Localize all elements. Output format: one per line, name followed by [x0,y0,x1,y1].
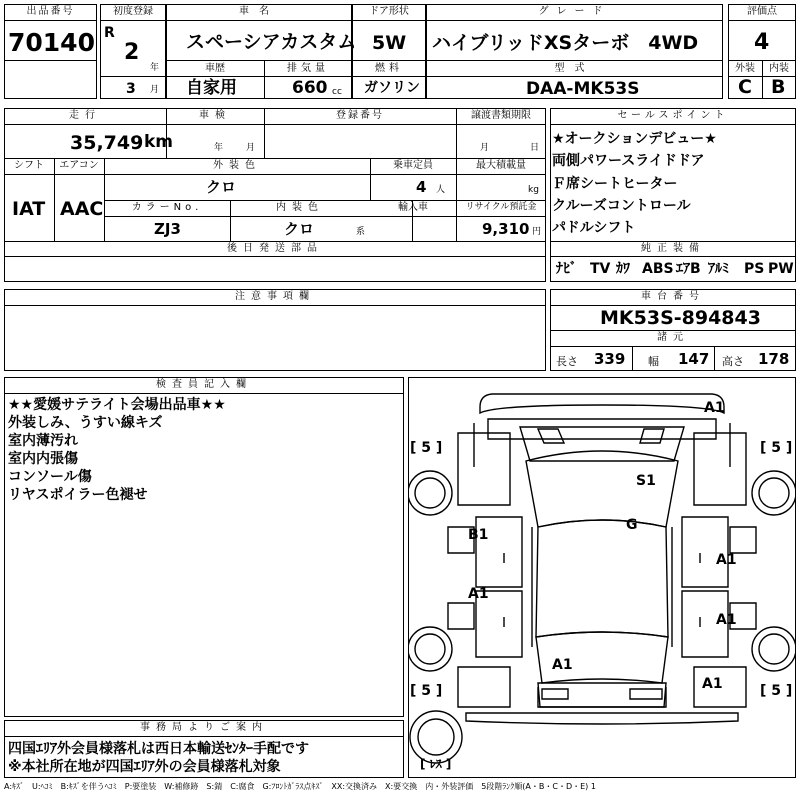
dimensions-label: 諸元 [657,332,689,343]
score-label: 評価点 [747,6,777,17]
first-reg-month: 3 [126,81,136,97]
exterior-color-label: 外装色 [213,160,261,171]
rear-bumper [466,713,738,724]
equipment-ps: PS [744,261,765,277]
tire-rear-right: [ 5 ] [760,683,793,699]
inspection-label: 車検 [199,110,231,121]
capacity-label: 乗車定員 [393,160,433,171]
import-label: 輸入車 [398,202,428,213]
front-right-fender [694,433,746,505]
interior-color-label: 内装色 [276,202,324,213]
front-left-fender [458,433,510,505]
history-label: 車歴 [205,63,225,74]
office-label: 事務局よりご案内 [140,722,268,733]
tire-front-left: [ 5 ] [410,440,443,456]
damage-mark-right-front-door: A1 [716,552,737,568]
inspector-note-5: コンソール傷 [8,469,92,485]
exterior-score: C [738,76,752,98]
max-load-label: 最大積載量 [476,160,526,171]
sales-points-label: セールスポイント [617,110,729,121]
mileage-unit: km [144,132,174,152]
front-bumper [480,394,725,416]
damage-mark-right-rear-door: A1 [716,612,737,628]
caution-label: 注意事項欄 [235,291,315,302]
tailgate [538,683,666,707]
first-reg-year-unit: 年 [150,63,160,73]
car-name-label: 車名 [239,6,279,17]
score: 4 [754,30,770,55]
equipment-tv: TV [590,261,611,277]
width: 147 [678,350,710,368]
recycle-label: リサイクル預託金 [465,202,537,212]
grade: ハイブリッドXSターボ 4WD [432,32,699,54]
door-label: ドア形状 [369,6,409,17]
lot-label: 出品番号 [26,6,75,17]
spare-tire-label: [ ﾚｽ ] [420,757,452,771]
transfer-day-unit: 日 [530,143,540,153]
interior-color: クロ [284,220,315,238]
shift: IAT [12,198,46,220]
transfer-deadline-label: 譲渡書類期限 [471,110,531,121]
damage-mark-roof: S1 [636,473,656,489]
first-reg-era: R [104,25,115,41]
aircon-label: エアコン [59,160,99,171]
capacity-unit: 人 [436,185,446,195]
length: 339 [594,350,626,368]
width-label: 幅 [648,355,659,368]
sales-point-1: ★オークションデビュー★ [552,131,717,147]
shift-label: シフト [14,160,44,171]
history: 自家用 [186,78,237,98]
chassis-label: 車台番号 [641,291,705,302]
rear-left-fender [458,667,510,707]
mileage: 35,749 [70,132,144,154]
equipment-alloy: ｱﾙﾐ [708,261,729,277]
office-note-2: ※本社所在地が四国ｴﾘｱ外の会員様落札対象 [8,759,281,775]
exterior-score-label: 外装 [735,63,755,74]
max-load-unit: kg [528,185,539,195]
damage-mark-left-rear-door: A1 [468,586,489,602]
sales-point-5: パドルシフト [552,220,636,236]
lot-number: 70140 [8,28,95,57]
interior-score-label: 内装 [769,63,789,74]
roof [536,517,668,637]
grade-label: グレード [538,6,611,17]
damage-mark-tailgate: A1 [552,657,573,673]
damage-mark-left-front-door: B1 [468,527,489,543]
inspector-note-3: 室内薄汚れ [8,433,78,449]
fuel: ガソリン [364,80,420,96]
interior-score: B [771,76,786,98]
inspector-note-6: リヤスポイラー色褪せ [8,487,148,503]
height: 178 [758,350,790,368]
recycle-fee: 9,310 [482,220,530,238]
door-type: 5W [372,32,407,54]
damage-mark-front-bumper: A1 [704,400,725,416]
car-diagram [408,377,796,778]
office-note-1: 四国ｴﾘｱ外会員様落札は西日本輸送ｾﾝﾀｰ手配です [8,741,309,757]
equipment-navi: ﾅﾋﾞ [556,261,577,277]
exterior-color: クロ [206,178,237,196]
inspector-note-1: ★★愛媛サテライト会場出品車★★ [8,397,226,413]
sales-point-3: Ｆ席シートヒーター [552,176,678,192]
inspector-label: 検査員記入欄 [156,379,252,390]
first-reg-year: 2 [124,40,140,65]
mileage-label: 走行 [69,110,101,121]
reg-number-label: 登録番号 [336,110,384,121]
damage-mark-glass: G [626,517,638,533]
height-label: 高さ [722,355,744,368]
color-no: ZJ3 [154,220,181,238]
color-no-label: カラーNo. [131,202,203,213]
fuel-label: 燃料 [375,63,403,74]
model-label: 型式 [554,63,595,74]
capacity: 4 [416,178,427,196]
first-reg-label: 初度登録 [113,6,153,17]
equipment-abs: ABS [642,261,674,277]
equipment-label: 純正装備 [641,243,705,254]
inspection-month-unit: 月 [246,143,256,153]
sales-point-4: クルーズコントロール [552,198,691,214]
recycle-unit: 円 [532,227,542,237]
sales-point-2: 両側パワースライドドア [552,153,705,169]
legend: A:ｷｽﾞ U:ﾍｺﾐ B:ｷｽﾞを伴うﾍｺﾐ P:要塗装 W:補修跡 S:錆 C:腐食 G:ﾌﾛﾝﾄｶﾞﾗｽ点ｷｽﾞ XX:交換済み X:要交換 内・外装評価 5段階ﾗﾝｸ順(A・B・C・D・E) 1 [4,782,596,791]
equipment-airbag: ｴｱB [676,261,701,277]
inspector-note-4: 室内内張傷 [8,451,78,467]
tire-front-right: [ 5 ] [760,440,793,456]
interior-color-unit: 系 [356,227,366,237]
displacement: 660 [292,78,328,98]
windshield [526,451,678,527]
transfer-month-unit: 月 [480,143,490,153]
equipment-pw: PW [768,261,794,277]
equipment-leather: ｶﾜ [616,261,630,277]
chassis-number: MK53S-894843 [600,307,761,329]
length-label: 長さ [556,355,578,368]
displacement-label: 排気量 [287,63,329,74]
first-reg-month-unit: 月 [150,85,160,95]
model-code: DAA-MK53S [526,79,640,99]
inspection-year-unit: 年 [214,143,224,153]
inspector-note-2: 外装しみ、うすい線キズ [8,415,163,431]
displacement-unit: cc [332,87,342,97]
tire-rear-left: [ 5 ] [410,683,443,699]
car-name: スペーシアカスタム [186,31,357,53]
damage-mark-rear-right: A1 [702,676,723,692]
aircon: AAC [60,198,104,220]
later-parts-label: 後日発送部品 [227,243,323,254]
